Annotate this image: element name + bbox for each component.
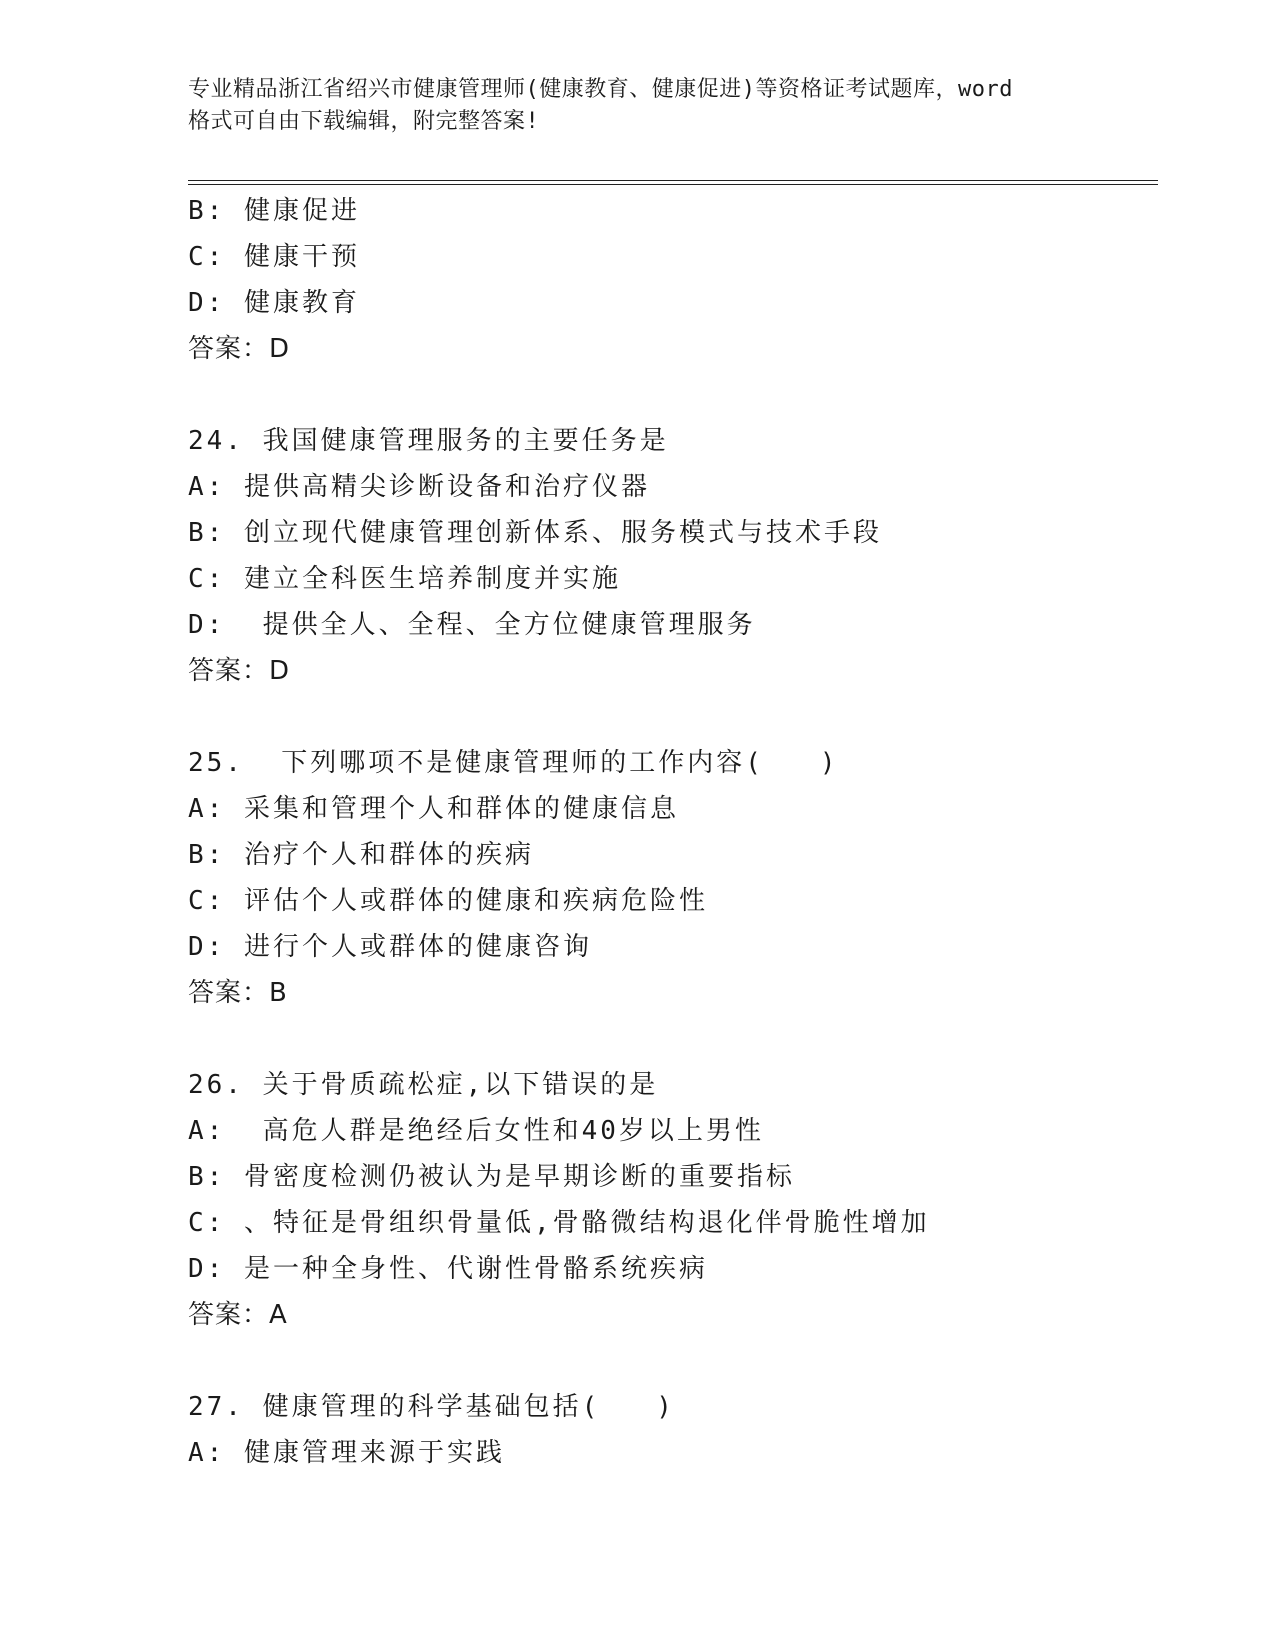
option-line: A: 采集和管理个人和群体的健康信息 bbox=[188, 794, 679, 824]
spacer bbox=[188, 372, 1158, 418]
option-line: B: 治疗个人和群体的疾病 bbox=[188, 840, 534, 870]
option-line: A: 健康管理来源于实践 bbox=[188, 1438, 505, 1468]
question-list bbox=[188, 188, 1158, 1476]
answer-line: 答案：B bbox=[188, 978, 288, 1008]
question-stem: 25. 下列哪项不是健康管理师的工作内容( ) bbox=[188, 748, 839, 778]
answer-line: 答案：A bbox=[188, 1300, 288, 1330]
spacer bbox=[188, 1016, 1158, 1062]
option-line: B: 健康促进 bbox=[188, 196, 360, 226]
option-line: D: 健康教育 bbox=[188, 288, 360, 318]
question-block-24 bbox=[188, 418, 1158, 694]
answer-line: 答案：D bbox=[188, 334, 291, 364]
option-line: A: 高危人群是绝经后女性和40岁以上男性 bbox=[188, 1116, 764, 1146]
question-stem: 26. 关于骨质疏松症,以下错误的是 bbox=[188, 1070, 659, 1100]
document-header bbox=[188, 74, 1098, 138]
header-divider bbox=[188, 180, 1158, 185]
option-line: C: 建立全科医生培养制度并实施 bbox=[188, 564, 621, 594]
question-block-26 bbox=[188, 1062, 1158, 1338]
answer-line: 答案：D bbox=[188, 656, 291, 686]
option-line: C: 健康干预 bbox=[188, 242, 360, 272]
question-block-continued bbox=[188, 188, 1158, 372]
spacer bbox=[188, 1338, 1158, 1384]
question-block-25 bbox=[188, 740, 1158, 1016]
option-line: D: 是一种全身性、代谢性骨骼系统疾病 bbox=[188, 1254, 708, 1284]
option-line: B: 骨密度检测仍被认为是早期诊断的重要指标 bbox=[188, 1162, 795, 1192]
header-line-1: 专业精品浙江省绍兴市健康管理师(健康教育、健康促进)等资格证考试题库，word bbox=[188, 77, 1013, 102]
option-line: C: 评估个人或群体的健康和疾病危险性 bbox=[188, 886, 708, 916]
question-stem: 24. 我国健康管理服务的主要任务是 bbox=[188, 426, 669, 456]
option-line: C: 、特征是骨组织骨量低,骨骼微结构退化伴骨脆性增加 bbox=[188, 1208, 930, 1238]
option-line: D: 进行个人或群体的健康咨询 bbox=[188, 932, 592, 962]
option-line: B: 创立现代健康管理创新体系、服务模式与技术手段 bbox=[188, 518, 882, 548]
option-line: A: 提供高精尖诊断设备和治疗仪器 bbox=[188, 472, 650, 502]
question-block-27 bbox=[188, 1384, 1158, 1476]
question-stem: 27. 健康管理的科学基础包括( ) bbox=[188, 1392, 675, 1422]
header-line-2: 格式可自由下载编辑，附完整答案! bbox=[188, 109, 540, 134]
option-line: D: 提供全人、全程、全方位健康管理服务 bbox=[188, 610, 756, 640]
spacer bbox=[188, 694, 1158, 740]
